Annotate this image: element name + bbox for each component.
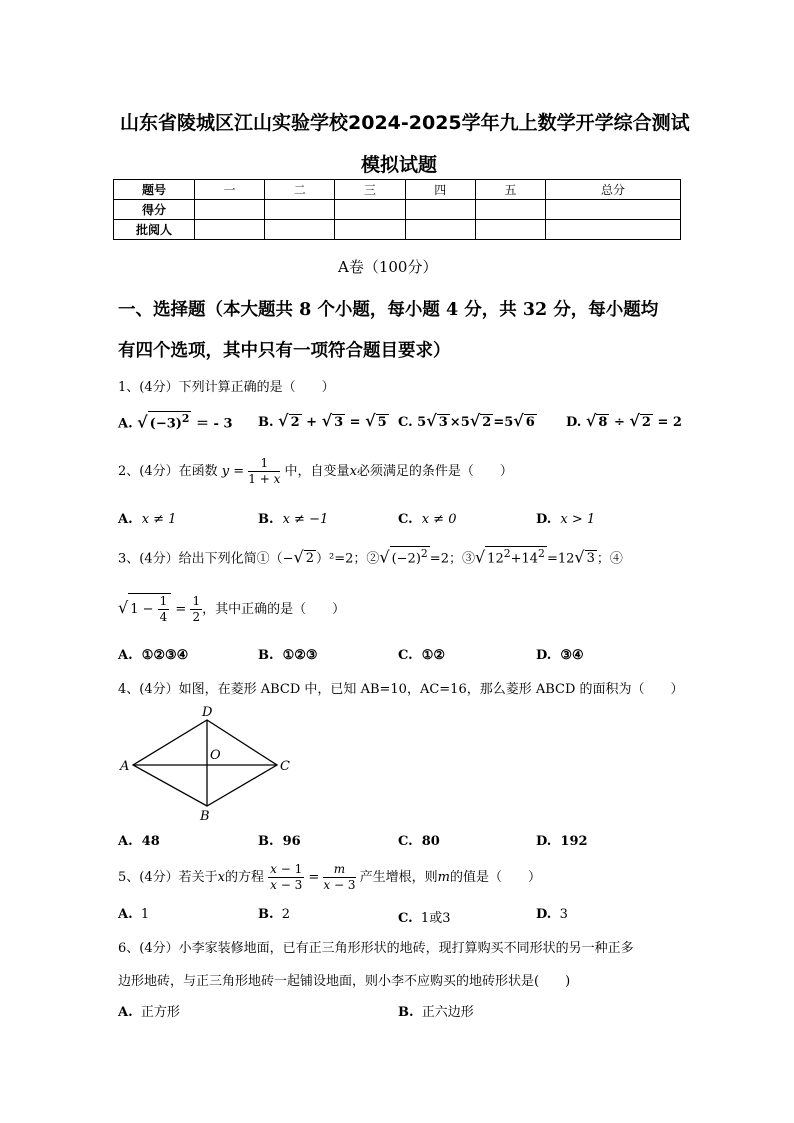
option-label: B. xyxy=(258,648,274,663)
option-label: A. xyxy=(118,416,133,432)
option-label: B. xyxy=(258,415,274,430)
radicand: 2 xyxy=(641,415,651,430)
title-line-2: 模拟试题 xyxy=(361,154,438,176)
question-6-stem-line-1: 6、(4分）小李家装修地面，已有正三角形形状的地砖，现打算购买不同形状的另一种正多 xyxy=(118,941,634,956)
rhombus-figure xyxy=(114,702,304,826)
option-text: x > 1 xyxy=(560,512,596,527)
question-6-option-a xyxy=(118,1001,180,1020)
option-text: 192 xyxy=(560,834,588,849)
row-label: 批阅人 xyxy=(114,220,195,240)
option-text: x ≠ 0 xyxy=(421,512,457,527)
score-table xyxy=(113,179,681,240)
question-4-option-a xyxy=(118,834,160,849)
stem-text: 5、(4分）若关于 xyxy=(118,870,218,885)
option-label: A. xyxy=(118,834,133,849)
option-label: A. xyxy=(118,648,133,663)
sqrt-symbol: √ xyxy=(118,598,129,617)
question-1-option-a xyxy=(118,411,233,431)
sqrt-symbol: √ xyxy=(278,411,289,430)
question-1-stem: 1、(4分）下列计算正确的是（ ） xyxy=(118,380,335,395)
sqrt-symbol: √ xyxy=(585,411,597,430)
score-cell xyxy=(546,200,681,220)
score-cell xyxy=(405,200,475,220)
radicand: 3 xyxy=(586,551,595,567)
question-3-option-a xyxy=(118,648,188,663)
sqrt-symbol: √ xyxy=(293,547,304,567)
stem-text: 3、(4分）给出下列化简①（− xyxy=(118,551,294,567)
stem-text: 2、(4分）在函数 xyxy=(118,464,218,479)
vertex-label: A xyxy=(120,759,130,774)
score-cell xyxy=(335,200,405,220)
question-1-option-c: C. 5√ 3 ×5√ 2 =5√ 6 xyxy=(398,411,535,430)
question-2-option-b xyxy=(258,512,328,527)
table-header: 总分 xyxy=(546,180,681,200)
sqrt-symbol: √ xyxy=(629,411,640,430)
radicand: 6 xyxy=(525,415,535,430)
table-header: 一 xyxy=(195,180,265,200)
question-2-option-c xyxy=(398,512,456,527)
option-label: C. xyxy=(398,911,413,926)
question-4-option-b xyxy=(258,834,301,849)
score-cell xyxy=(475,220,545,240)
table-header: 五 xyxy=(475,180,545,200)
question-5-option-a xyxy=(118,907,149,922)
radicand: $12^2+14^2$ xyxy=(487,547,545,567)
fraction: $\frac{1}{2}$ xyxy=(192,594,201,624)
option-text: ①②③ xyxy=(282,648,318,663)
option-label: A. xyxy=(118,907,133,922)
table-row xyxy=(114,180,681,200)
score-cell xyxy=(405,220,475,240)
stem-text: 中，自变量 xyxy=(284,464,350,479)
option-label: D. xyxy=(566,415,582,430)
vertex-label: B xyxy=(200,809,210,824)
question-5-stem: 5、(4分）若关于x的方程 $\frac{x - 1}{x - 3}$ = $\frac{m}{x - 3}$ 产生增根，则m的值是（ ） xyxy=(118,862,542,892)
stem-text: 的值是（ ） xyxy=(450,870,542,885)
option-label: D. xyxy=(536,907,552,922)
question-2-stem: 2、(4分）在函数 y = $\frac{1}{1 + x}$ 中，自变量x必须满足的条件是（ ） xyxy=(118,456,513,486)
score-cell xyxy=(195,220,265,240)
stem-text: 产生增根，则 xyxy=(359,870,438,885)
option-text: ①② xyxy=(421,648,446,663)
question-4-option-d xyxy=(536,834,588,849)
table-row xyxy=(114,220,681,240)
stem-text: =2；③ xyxy=(429,551,475,567)
stem-text: 的方程 xyxy=(224,870,264,885)
question-3-line-2: √ 1 − $\frac{1}{4}$ = $\frac{1}{2}$ ，其中正确的是（ ） xyxy=(118,594,346,624)
option-label: B. xyxy=(258,907,274,922)
option-label: D. xyxy=(536,648,552,663)
option-label: C. xyxy=(398,834,413,849)
radicand: 3 xyxy=(334,415,344,430)
score-cell xyxy=(546,220,681,240)
table-row xyxy=(114,200,681,220)
sqrt-symbol: √ xyxy=(365,411,376,430)
option-text: ③④ xyxy=(560,648,584,663)
option-text: x ≠ −1 xyxy=(282,512,329,527)
stem-text: ）²=2；② xyxy=(316,551,380,567)
sqrt-symbol: √ xyxy=(379,547,390,567)
radicand: 5 xyxy=(377,415,387,430)
question-1-option-d: D. √ 8 ÷ √ 2 = 2 xyxy=(566,411,682,430)
sqrt-symbol: √ xyxy=(426,411,437,430)
fraction: $\frac{m}{x - 3}$ xyxy=(323,862,356,892)
option-text: 1 xyxy=(140,907,150,922)
option-text: 48 xyxy=(141,834,160,849)
fraction: $\frac{1}{1 + x}$ xyxy=(248,456,281,486)
score-cell xyxy=(475,200,545,220)
question-4-stem: 4、(4分）如图，在菱形 ABCD 中，已知 AB=10，AC=16，那么菱形 ABCD 的面积为（ ） xyxy=(118,682,684,697)
option-text: 正六边形 xyxy=(421,1005,474,1020)
sqrt-symbol: √ xyxy=(321,411,333,430)
radicand: 2 xyxy=(482,415,492,430)
section-heading-line-2: 有四个选项，其中只有一项符合题目要求） xyxy=(118,341,451,361)
stem-text: ；④ xyxy=(596,551,623,567)
question-5-option-d xyxy=(536,907,568,922)
sqrt-symbol: √ xyxy=(574,547,585,567)
score-cell xyxy=(265,220,335,240)
radicand: $(-3)^2$ xyxy=(149,412,190,432)
option-label: C. xyxy=(398,648,413,663)
table-header: 三 xyxy=(335,180,405,200)
option-label: C. xyxy=(398,415,413,430)
question-5-option-c xyxy=(398,907,450,926)
sqrt-symbol: √ xyxy=(513,411,524,430)
radicand: 2 xyxy=(305,551,314,567)
volume-label: A卷（100分） xyxy=(338,258,438,276)
table-header: 二 xyxy=(265,180,335,200)
score-cell xyxy=(335,220,405,240)
stem-text: =12 xyxy=(546,551,575,567)
vertex-label: D xyxy=(202,705,213,720)
radicand: 2 xyxy=(290,415,300,430)
option-text: x ≠ 1 xyxy=(141,512,177,527)
option-tail: ＝ - 3 xyxy=(196,416,233,432)
question-6-stem-line-2: 边形地砖，与正三角形地砖一起铺设地面，则小李不应购买的地砖形状是( ) xyxy=(118,974,571,989)
question-3-stem xyxy=(118,546,623,566)
vertex-label: C xyxy=(280,759,290,774)
stem-text: ，其中正确的是（ ） xyxy=(202,602,346,617)
question-2-option-a xyxy=(118,512,176,527)
radicand: $(-2)^2$ xyxy=(391,547,428,567)
section-heading-line-1: 一、选择题（本大题共 8 个小题，每小题 4 分，共 32 分，每小题均 xyxy=(118,300,659,320)
question-5-option-b xyxy=(258,907,290,922)
option-label: B. xyxy=(398,1005,414,1020)
radicand: 1 − $\frac{1}{4}$ xyxy=(128,593,171,625)
stem-text: 必须满足的条件是（ ） xyxy=(356,464,513,479)
table-header: 题号 xyxy=(114,180,195,200)
option-label: A. xyxy=(118,1005,133,1020)
option-text: 80 xyxy=(421,834,440,849)
option-text: 2 xyxy=(281,907,291,922)
option-label: D. xyxy=(536,512,552,527)
question-3-option-b xyxy=(258,648,318,663)
question-3-option-d xyxy=(536,648,584,663)
score-cell xyxy=(265,200,335,220)
sqrt-symbol: √ xyxy=(474,547,486,567)
option-label: B. xyxy=(258,834,274,849)
table-header: 四 xyxy=(405,180,475,200)
question-4-option-c xyxy=(398,834,440,849)
question-6-option-b xyxy=(398,1001,474,1020)
option-text: 正方形 xyxy=(140,1005,180,1020)
question-1-option-b: B. √ 2 + √ 3 = √ 5 xyxy=(258,411,387,430)
question-3-option-c xyxy=(398,648,445,663)
option-label: C. xyxy=(398,512,413,527)
vertex-label: O xyxy=(210,748,221,763)
option-label: A. xyxy=(118,512,133,527)
option-text: 1或3 xyxy=(420,911,451,926)
sqrt-symbol: √ xyxy=(137,412,148,432)
option-text: 96 xyxy=(282,834,301,849)
option-label: B. xyxy=(258,512,274,527)
radicand: 8 xyxy=(598,415,608,430)
question-2-option-d xyxy=(536,512,595,527)
title-line-1: 山东省陵城区江山实验学校2024-2025学年九上数学开学综合测试 xyxy=(120,112,690,134)
option-label: D. xyxy=(536,834,552,849)
option-text: 3 xyxy=(559,907,568,922)
rhombus-outline xyxy=(133,720,277,806)
fraction: $\frac{x - 1}{x - 3}$ xyxy=(270,862,303,892)
sqrt-symbol: √ xyxy=(469,411,481,430)
option-text: ①②③④ xyxy=(141,648,189,663)
radicand: 3 xyxy=(438,415,448,430)
row-label: 得分 xyxy=(114,200,195,220)
score-cell xyxy=(195,200,265,220)
